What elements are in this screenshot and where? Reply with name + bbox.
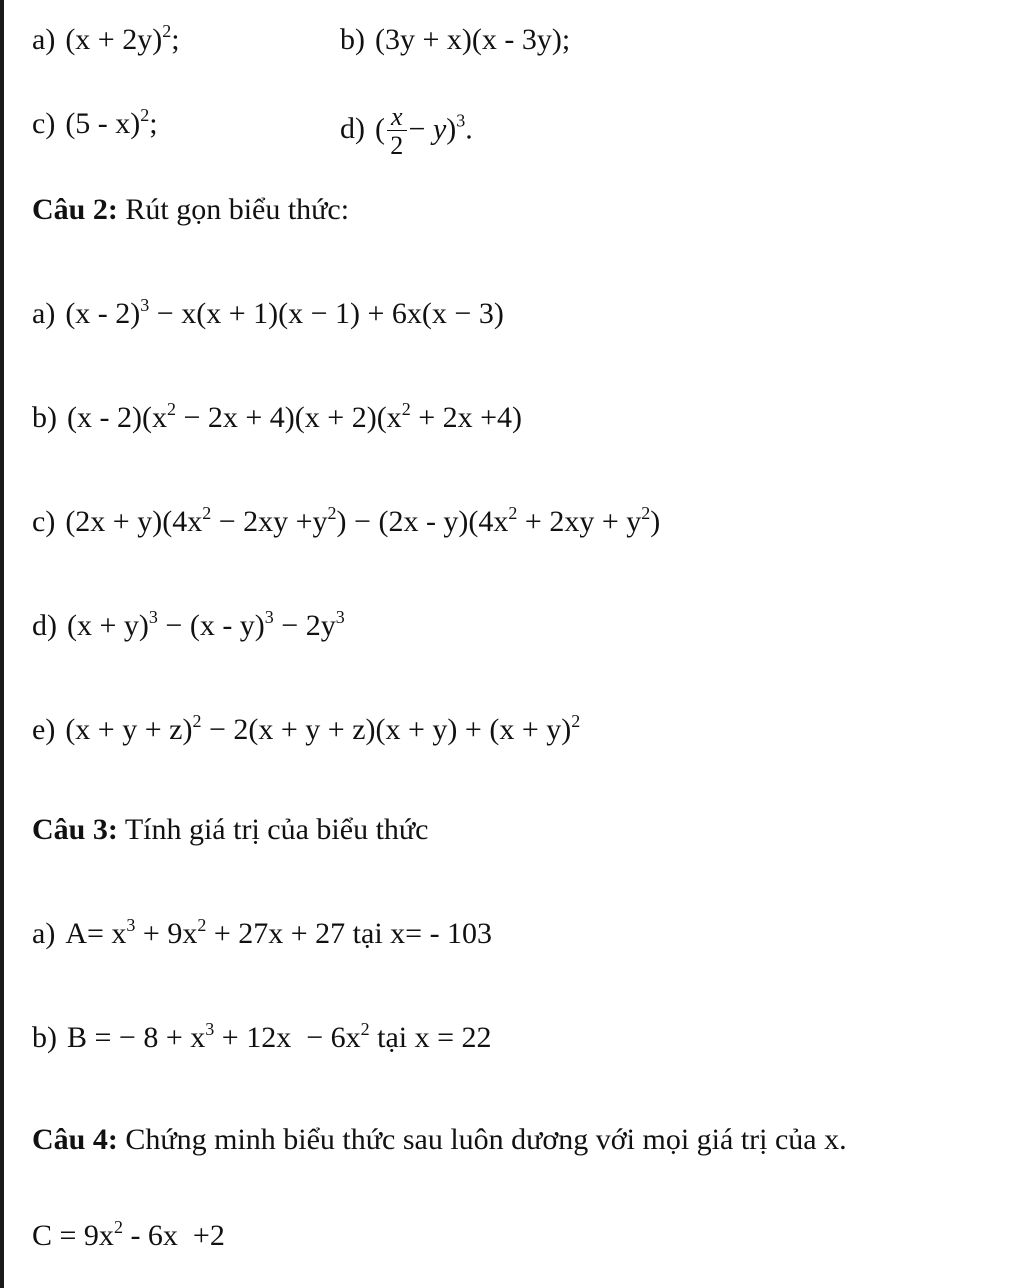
q1-item-d: d) ( $\frac{x}{2}$ − y)$^3$. [340, 102, 473, 160]
q1-c-expr: (5 - x) [65, 107, 141, 140]
q3-item-a: a) $A= x^3 + 9x^2 + 27x + 27$ tại x= - 103 [32, 915, 493, 950]
question-4-heading: Câu 4: Chứng minh biểu thức sau luôn dương với mọi giá trị của x. [32, 1123, 847, 1156]
fraction-x-over-2: $\frac{x}{2}$ [387, 104, 407, 159]
q4-expression: $C = 9x^2 - 6x +2$ [32, 1217, 225, 1252]
question-2-heading: Câu 2: Rút gọn biểu thức: [32, 193, 350, 226]
page-left-border [0, 0, 4, 1288]
q2-item-c: c) $(2x + y)(4x^2 - 2xy +y^2) - (2x - y)(4x^2 + 2xy + y^2)$ [32, 503, 661, 538]
q1-item-b: b) (3y + x)(x - 3y); [340, 23, 571, 56]
q1-item-c: c) (5 - x)$^2$; [32, 105, 158, 140]
q1-a-expr: (x + 2y) [65, 23, 163, 56]
q2-item-d: d) $(x + y)^3 - (x - y)^3 - 2y^3$ [32, 607, 345, 642]
q3-item-b: b) B = − $8 + x^3 + 12x - 6x^2$ tại x = 22 [32, 1019, 492, 1054]
q2-item-b: b) $(x - 2)(x^2 - 2x + 4)(x + 2)(x^2 + 2x +4)$ [32, 399, 523, 434]
q2-item-e: e) $(x + y + z)^2 - 2(x + y + z)(x + y) + (x + y)^2$ [32, 711, 581, 746]
q1-item-a: a) $(x + 2y)^2$; [32, 21, 180, 56]
question-3-heading: Câu 3: Tính giá trị của biểu thức [32, 813, 429, 846]
q1-b-expr: (3y + x)(x - 3y); [375, 23, 571, 56]
q2-item-a: a) (x - 2)$^3$ − x(x + 1)(x − 1) + 6x(x − 3) [32, 295, 504, 330]
